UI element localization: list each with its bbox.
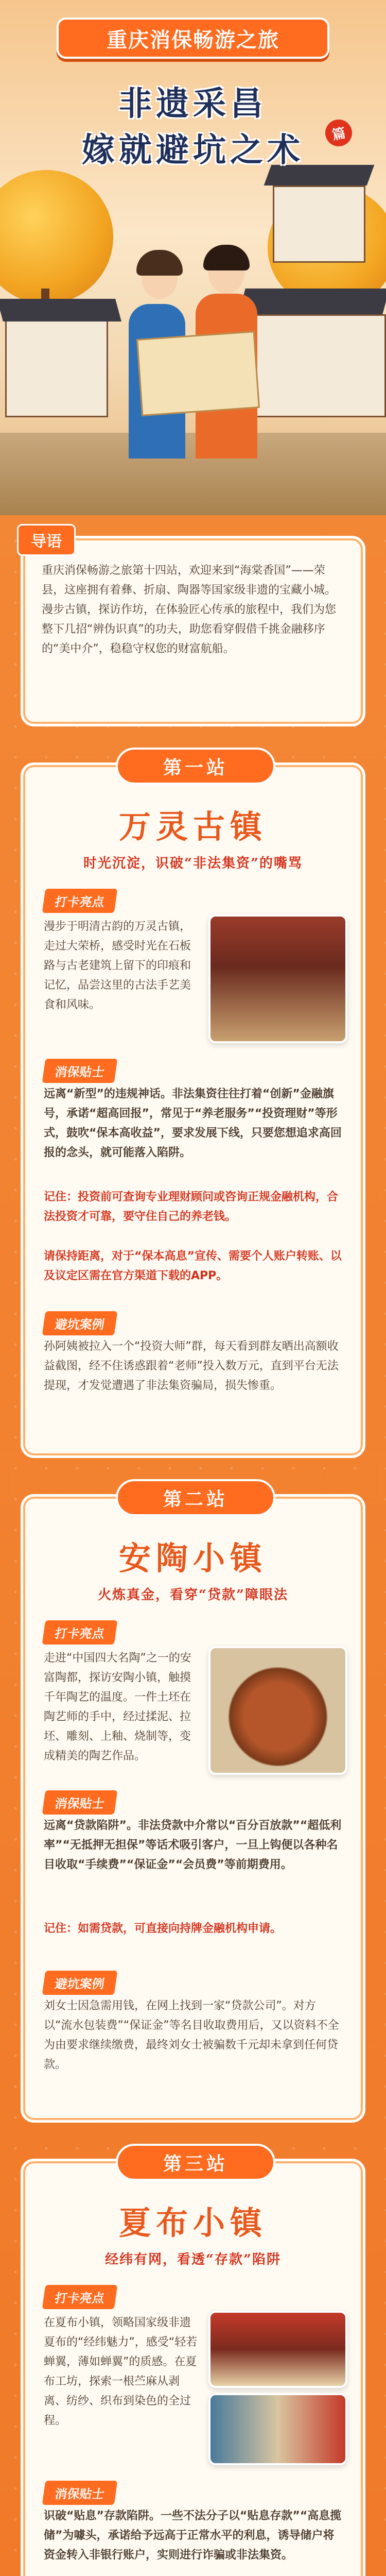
intro-card: [21, 533, 365, 726]
tip-text: 识破“贴息”存款陷阱。一些不法分子以“贴息存款”“高息揽储”为噱头，承诺给予远高于正常水平的利息，诱导储户将资金转入非银行账户，实则进行诈骗或非法集资。: [44, 2510, 342, 2562]
tip-warning: 记住：如需贷款，可直接向持牌金融机构申请。: [44, 1922, 282, 1935]
highlight-label: 打卡亮点: [42, 889, 118, 913]
pottery-photo: [208, 1646, 347, 1775]
case-label: 避坑案例: [42, 1311, 118, 1335]
hero-seal: 篇: [323, 117, 355, 149]
chapter-card-3: [21, 2153, 365, 2576]
chapter-card-2: [21, 1488, 365, 2123]
highlight-text: 漫步于明清古韵的万灵古镇，走过大荣桥，感受时光在石板路与古老建筑上留下的印痕和记忆，品尝这里的古法手艺美食和风味。: [44, 920, 191, 1011]
hero-tag: 重庆消保畅游之旅: [57, 18, 329, 59]
highlight-text: 在夏布小镇，领略国家级非遗夏布的“经纬魅力”，感受“轻若蝉翼，薄如蝉翼”的质感。在夏布工坊，探索一根苎麻从剥离、纺纱、织布到染色的全过程。: [44, 2316, 198, 2427]
house: [273, 185, 365, 263]
tip-warning-2: 请保持距离，对于“保本高息”宣传、需要个人账户转账、以及议定区需在官方渠道下载的APP。: [44, 1250, 342, 1282]
case-text: 刘女士因急需用钱，在网上找到一家“贷款公司”。对方以“流水包装费”“保证金”等名目收取费用后，又以资料不全为由要求继续缴费，最终刘女士被骗数千元却未拿到任何贷款。: [44, 1999, 339, 2071]
xiabu-town-photo: [208, 2311, 347, 2388]
hero-title-line2: 嫁就避坑之术: [82, 131, 304, 170]
tip-label: 消保贴士: [42, 1059, 118, 1083]
house: [5, 319, 108, 417]
xiabu-fabric-photo: [208, 2393, 347, 2465]
tip-label: 消保贴士: [42, 1790, 118, 1815]
case-text: 孙阿姨被拉入一个“投资大师”群，每天看到群友晒出高额收益截图，经不住诱惑跟着“老师”投入数万元，直到平台无法提现，才发觉遭遇了非法集资骗局，损失惨重。: [44, 1340, 339, 1392]
chapter-badge: 第二站: [116, 1479, 275, 1516]
tip-warning: 记住：投资前可查询专业理财顾问或咨询正规金融机构，合法投资才可靠，要守住自己的养老钱。: [44, 1191, 339, 1223]
chapter-title: 安陶小镇: [118, 1539, 267, 1577]
highlight-label: 打卡亮点: [42, 1620, 118, 1645]
chapter-badge: 第三站: [116, 2144, 275, 2181]
tip-label: 消保贴士: [42, 2481, 118, 2505]
house-roof: [0, 299, 121, 321]
intro-heading: 导语: [17, 524, 76, 556]
tip-text: 远离“贷款陷阱”。非法贷款中介常以“百分百放款”“超低利率”“无抵押无担保”等话术吸引客户，一旦上钩便以各种名目收取“手续费”“保证金”“会员费”等前期费用。: [44, 1819, 342, 1871]
chapter-tagline: 经纬有网，看透“存款”陷阱: [105, 2252, 281, 2267]
ancient-town-photo: [208, 914, 347, 1043]
house: [247, 314, 386, 417]
chapter-tagline: 时光沉淀，识破“非法集资”的嘴骂: [83, 856, 303, 871]
highlight-text: 走进“中国四大名陶”之一的安富陶都，探访安陶小镇，触摸千年陶艺的温度。一件土坯在陶艺师的手中，经过揉泥、拉坯、雕刻、上釉、烧制等，变成精美的陶艺作品。: [44, 1652, 191, 1762]
chapter-tagline: 火炼真金，看穿“贷款”障眼法: [98, 1587, 288, 1603]
highlight-label: 打卡亮点: [42, 2285, 118, 2309]
case-label: 避坑案例: [42, 1971, 118, 1995]
chapter-title: 夏布小镇: [118, 2204, 267, 2242]
hero-title-line1: 非遗采昌: [119, 84, 267, 123]
intro-text: 重庆消保畅游之旅第十四站，欢迎来到“海棠香国”——荣县，这座拥有着彝、折扇、陶器等国家级非遗的宝藏小城。漫步古镇，探访作坊，在体验匠心传承的旅程中，我们为您整下几招“辨伪识真”的功夫，助您看穿假借千挑金融移序的“美中介”，稳稳守权您的财富航船。: [42, 564, 337, 655]
tip-text: 远离“新型”的违规神话。非法集资往往打着“创新”金融旗号，承诺“超高回报”，常见于“养老服务”“投资理财”等形式，鼓吹“保本高收益”，要求发展下线，只要您想追求高回报的念头，就可能落入陷阱。: [44, 1088, 342, 1159]
hero-banner: [0, 0, 386, 515]
chapter-card-1: [21, 757, 365, 1458]
chapter-title: 万灵古镇: [118, 808, 267, 845]
chapter-badge: 第一站: [116, 748, 275, 785]
map-illustration: [136, 331, 260, 416]
